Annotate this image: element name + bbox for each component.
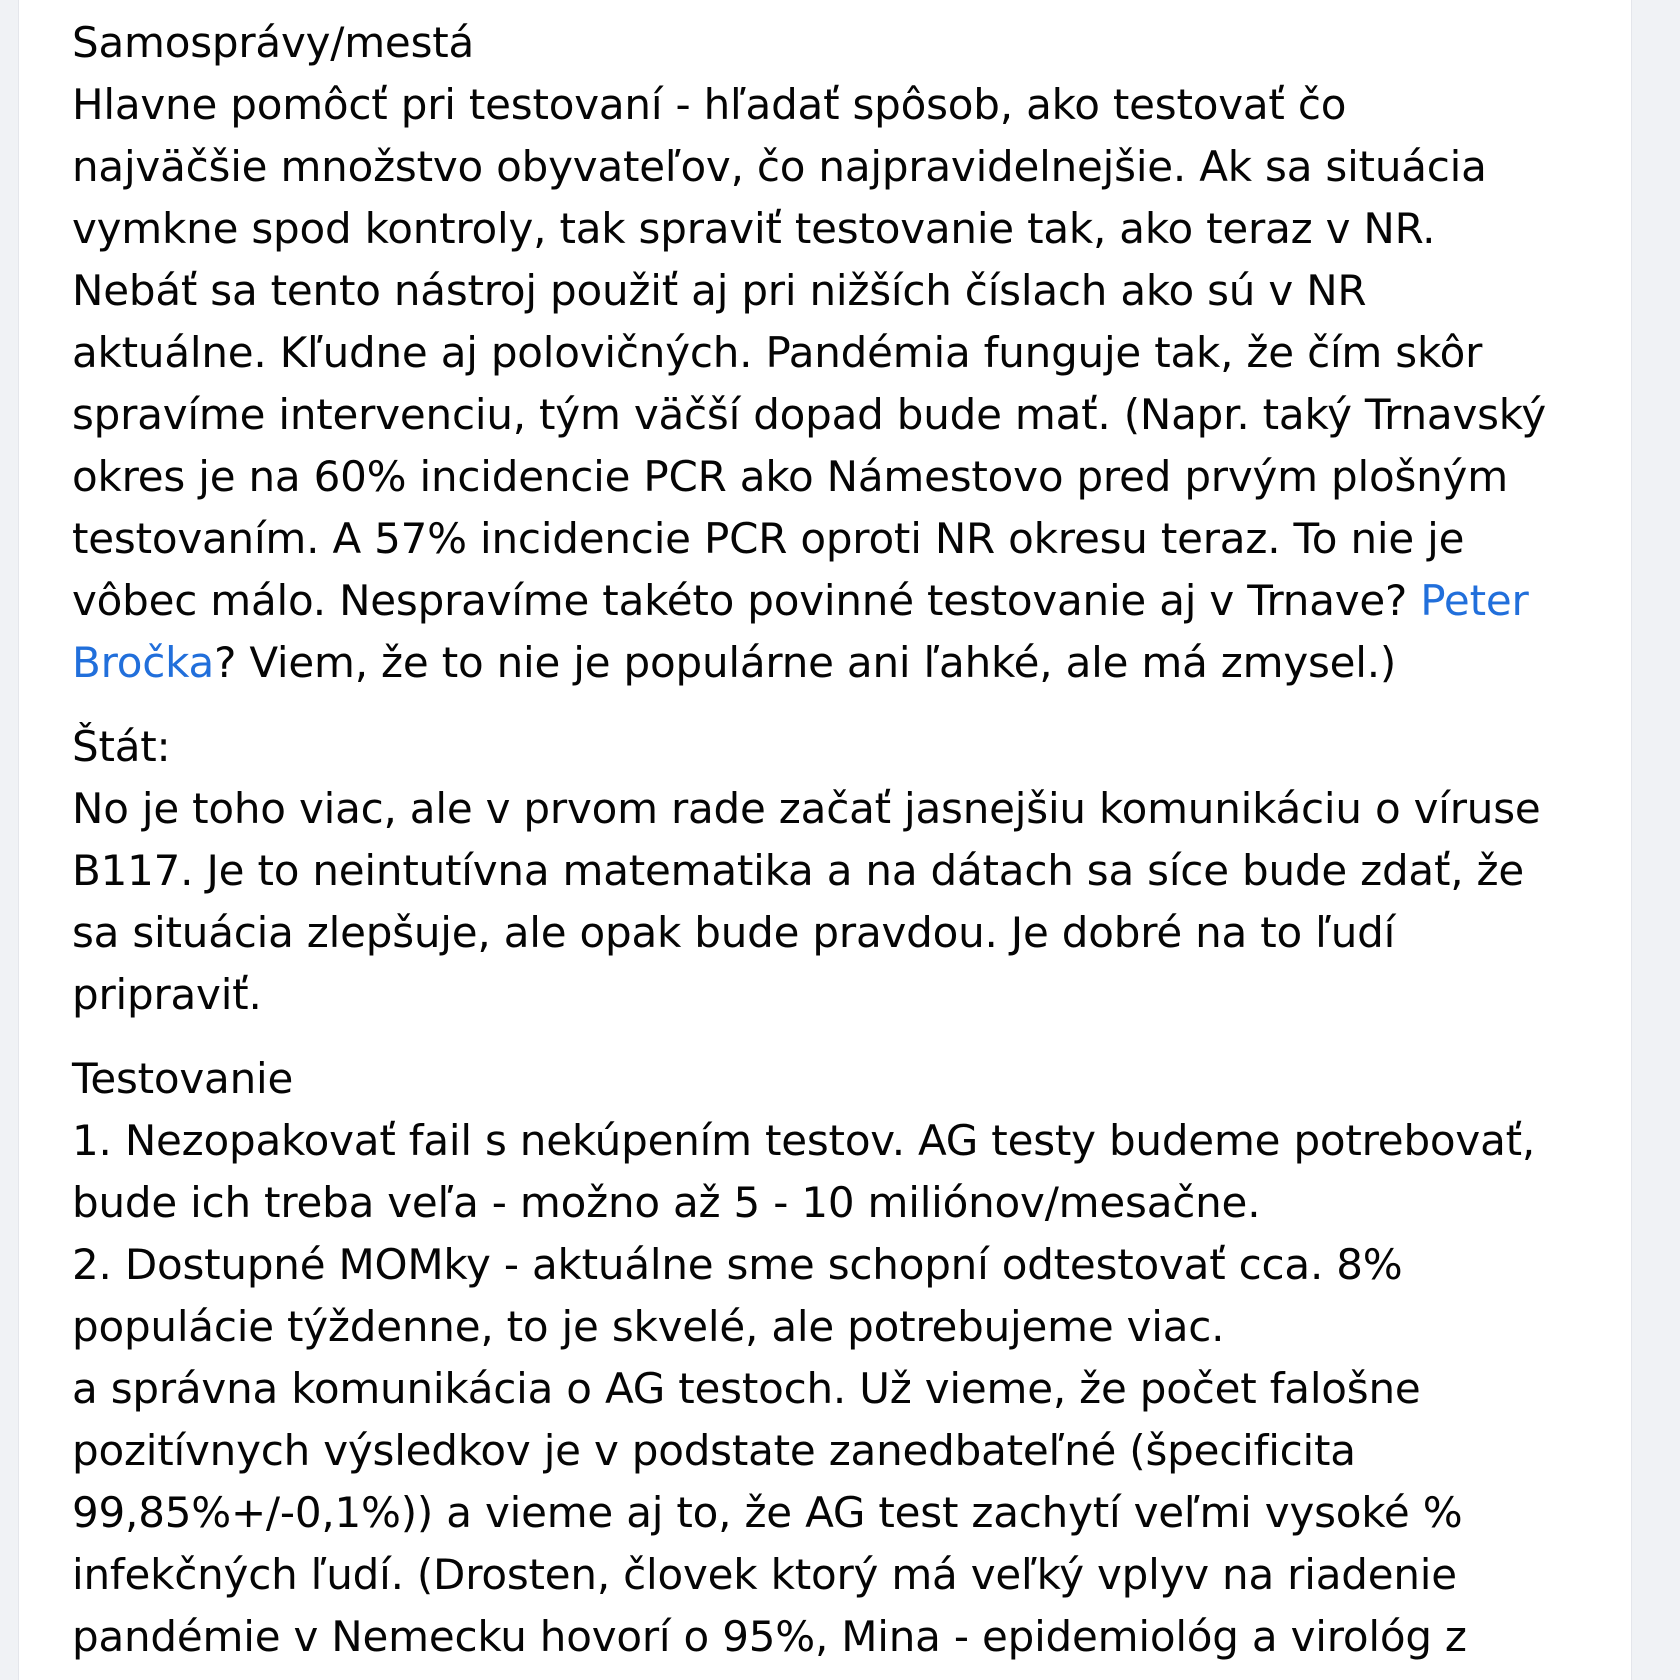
text-line: najväčšie množstvo obyvateľov, čo najpravidelnejšie. Ak sa situácia bbox=[72, 142, 1487, 191]
text-line: pozitívnych výsledkov je v podstate zanedbateľné (špecificita bbox=[72, 1426, 1356, 1475]
section-testovanie bbox=[72, 1048, 1617, 1668]
section-samospravy bbox=[72, 12, 1617, 694]
text-line: pripraviť. bbox=[72, 970, 262, 1019]
text-line: populácie týždenne, to je skvelé, ale potrebujeme viac. bbox=[72, 1302, 1225, 1351]
text-line bbox=[72, 632, 1617, 694]
section-heading: Štát: bbox=[72, 722, 171, 771]
text-line: vymkne spod kontroly, tak spraviť testovanie tak, ako teraz v NR. bbox=[72, 204, 1436, 253]
text-line: No je toho viac, ale v prvom rade začať jasnejšiu komunikáciu o víruse bbox=[72, 784, 1541, 833]
text-fragment: ? Viem, že to nie je populárne ani ľahké, ale má zmysel.) bbox=[214, 638, 1397, 687]
text-line: sa situácia zlepšuje, ale opak bude pravdou. Je dobré na to ľudí bbox=[72, 908, 1396, 957]
section-heading: Samosprávy/mestá bbox=[72, 18, 475, 67]
text-line: infekčných ľudí. (Drosten, človek ktorý má veľký vplyv na riadenie bbox=[72, 1550, 1457, 1599]
text-line: 2. Dostupné MOMky - aktuálne sme schopní odtestovať cca. 8% bbox=[72, 1240, 1403, 1289]
text-fragment: vôbec málo. Nespravíme takéto povinné testovanie aj v Trnave? bbox=[72, 576, 1421, 625]
text-line: bude ich treba veľa - možno až 5 - 10 miliónov/mesačne. bbox=[72, 1178, 1261, 1227]
section-heading: Testovanie bbox=[72, 1054, 294, 1103]
text-line: Nebáť sa tento nástroj použiť aj pri nižších číslach ako sú v NR bbox=[72, 266, 1367, 315]
text-line: testovaním. A 57% incidencie PCR oproti NR okresu teraz. To nie je bbox=[72, 514, 1465, 563]
mention-link-peter-brocka[interactable]: Peter bbox=[1420, 576, 1529, 625]
post-text bbox=[72, 12, 1617, 1680]
text-line: B117. Je to neintutívna matematika a na dátach sa síce bude zdať, že bbox=[72, 846, 1525, 895]
text-line: aktuálne. Kľudne aj polovičných. Pandémia funguje tak, že čím skôr bbox=[72, 328, 1483, 377]
text-line: pandémie v Nemecku hovorí o 95%, Mina - epidemiológ a virológ z bbox=[72, 1612, 1467, 1661]
text-line bbox=[72, 570, 1617, 632]
text-line: 99,85%+/-0,1%)) a vieme aj to, že AG test zachytí veľmi vysoké % bbox=[72, 1488, 1463, 1537]
text-line: 1. Nezopakovať fail s nekúpením testov. AG testy budeme potrebovať, bbox=[72, 1116, 1536, 1165]
text-line: a správna komunikácia o AG testoch. Už vieme, že počet falošne bbox=[72, 1364, 1421, 1413]
text-line: Hlavne pomôcť pri testovaní - hľadať spôsob, ako testovať čo bbox=[72, 80, 1347, 129]
text-line: spravíme intervenciu, tým väčší dopad bude mať. (Napr. taký Trnavský bbox=[72, 390, 1547, 439]
text-line: okres je na 60% incidencie PCR ako Námestovo pred prvým plošným bbox=[72, 452, 1508, 501]
post-card bbox=[18, 0, 1632, 1680]
section-stat bbox=[72, 716, 1617, 1026]
mention-link-peter-brocka[interactable]: Bročka bbox=[72, 638, 215, 687]
